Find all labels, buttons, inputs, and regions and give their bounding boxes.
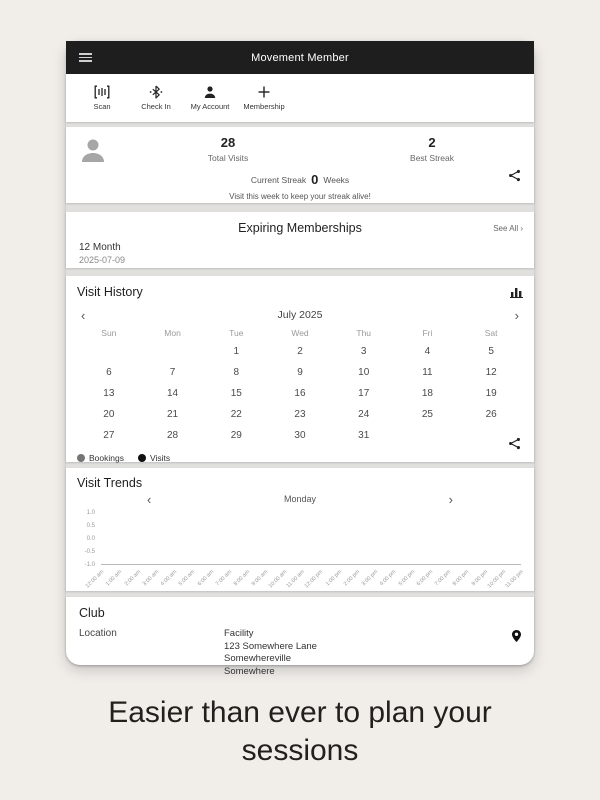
x-axis-tick-label: 1:00 pm: [324, 569, 343, 588]
avatar[interactable]: [78, 136, 108, 171]
check-in-label: Check In: [141, 102, 171, 111]
calendar-day[interactable]: 21: [167, 409, 179, 420]
club-card: [66, 597, 534, 677]
calendar-day[interactable]: 24: [358, 409, 370, 420]
streak-stats-card: [66, 127, 534, 203]
y-axis-tick-label: 0.5: [86, 523, 95, 529]
x-axis-tick-label: 10:00 pm: [486, 569, 507, 590]
calendar-day[interactable]: 6: [106, 367, 112, 378]
app-screenshot-frame: [66, 41, 534, 677]
calendar-day[interactable]: 16: [294, 388, 306, 399]
calendar-day[interactable]: 26: [485, 409, 497, 420]
visit-history-title: Visit History: [77, 285, 143, 299]
y-axis-tick-label: 1.0: [86, 510, 95, 516]
chart-x-axis: [84, 567, 526, 597]
qr-scan-icon: [94, 85, 110, 99]
current-streak-row: [66, 172, 534, 187]
x-axis-tick-label: 5:00 am: [178, 569, 197, 588]
visit-trends-title: Visit Trends: [77, 476, 143, 490]
x-axis-tick-label: 4:00 pm: [379, 569, 398, 588]
calendar-grid: [77, 325, 523, 446]
x-axis-tick-label: 12:00 am: [84, 569, 106, 590]
scan-label: Scan: [93, 102, 111, 111]
calendar-day[interactable]: 5: [488, 346, 494, 357]
address-line: Facility: [224, 628, 254, 639]
streak-message: Visit this week to keep your streak alive!: [229, 192, 371, 201]
my-account-label: My Account: [190, 102, 230, 111]
calendar-day[interactable]: 23: [294, 409, 306, 420]
calendar-day[interactable]: 28: [167, 430, 179, 441]
calendar-day[interactable]: 13: [103, 388, 115, 399]
x-axis-tick-label: 12:00 pm: [303, 569, 325, 590]
best-streak-stat: [330, 135, 534, 163]
best-streak-value: 2: [428, 135, 436, 150]
check-in-button[interactable]: [134, 85, 178, 111]
app-title: Movement Member: [251, 51, 349, 64]
marketing-caption: Easier than ever to plan your sessions: [108, 696, 492, 767]
stats-row: [126, 127, 534, 163]
location-address: [224, 628, 512, 678]
prev-month-icon[interactable]: ‹: [81, 307, 86, 323]
calendar-day[interactable]: 18: [421, 388, 433, 399]
x-axis-tick-label: 10:00 am: [267, 569, 288, 590]
calendar-day[interactable]: 29: [230, 430, 242, 441]
calendar-day[interactable]: 3: [360, 346, 367, 357]
bookings-label: Bookings: [89, 453, 124, 463]
calendar-day[interactable]: 19: [485, 388, 497, 399]
calendar-day[interactable]: 8: [233, 367, 240, 378]
calendar-day[interactable]: 11: [422, 367, 433, 378]
calendar-day[interactable]: 27: [103, 430, 115, 441]
bar-chart-icon[interactable]: [510, 285, 523, 303]
calendar-day[interactable]: 30: [294, 430, 306, 441]
prev-day-icon[interactable]: ‹: [147, 491, 152, 507]
calendar-day[interactable]: 15: [230, 388, 242, 399]
person-icon: [203, 85, 217, 99]
club-title: Club: [79, 606, 105, 620]
app-bar: [66, 41, 534, 74]
y-axis-tick-label: -1.0: [84, 562, 95, 568]
calendar-day[interactable]: 25: [421, 409, 433, 420]
membership-name[interactable]: 12 Month: [79, 242, 121, 253]
calendar-day[interactable]: 14: [167, 388, 179, 399]
calendar-day[interactable]: 17: [358, 388, 370, 399]
current-streak-unit: Weeks: [323, 174, 350, 185]
see-all-link[interactable]: See All ›: [493, 224, 523, 233]
x-axis-tick-label: 8:00 pm: [452, 569, 471, 588]
calendar-day-empty: [77, 341, 141, 362]
calendar-day-header: Thu: [356, 328, 372, 338]
x-axis-tick-label: 11:00 am: [285, 569, 307, 590]
x-axis-tick-label: 6:00 am: [196, 569, 215, 588]
x-axis-tick-label: 6:00 pm: [415, 569, 434, 588]
calendar-day-header: Tue: [229, 328, 244, 338]
x-axis-tick-label: 1:00 am: [105, 569, 124, 588]
x-axis-tick-label: 8:00 am: [233, 569, 252, 588]
calendar-day[interactable]: 22: [230, 409, 242, 420]
menu-icon[interactable]: [79, 53, 92, 62]
calendar-day[interactable]: 9: [297, 367, 303, 378]
visit-trends-card: [66, 468, 534, 591]
x-axis-tick-label: 7:00 am: [214, 569, 234, 588]
address-line: Somewhereville: [224, 653, 292, 664]
visit-trends-chart: [77, 509, 526, 597]
x-axis-tick-label: 9:00 pm: [470, 569, 489, 588]
calendar-day[interactable]: 20: [103, 409, 115, 420]
calendar-day-header: Sat: [484, 328, 498, 338]
calendar-day[interactable]: 12: [485, 367, 497, 378]
total-visits-stat: [126, 135, 330, 163]
membership-button[interactable]: [242, 85, 286, 111]
legend-bookings: [77, 453, 124, 463]
calendar-day[interactable]: 31: [358, 430, 370, 441]
total-visits-label: Total Visits: [207, 153, 249, 163]
membership-expiry-date: 2025-07-09: [79, 255, 126, 265]
calendar-day[interactable]: 7: [169, 367, 176, 378]
calendar-day-header: Mon: [164, 328, 181, 338]
x-axis-tick-label: 4:00 am: [159, 569, 179, 588]
x-axis-tick-label: 3:00 am: [141, 569, 161, 588]
calendar-day-header: Fri: [422, 328, 433, 338]
x-axis-tick-label: 7:00 pm: [433, 569, 453, 588]
address-line: 123 Somewhere Lane: [224, 640, 317, 652]
x-axis-tick-label: 2:00 pm: [342, 569, 361, 588]
chart-plot-area: [101, 513, 521, 565]
plus-icon: [257, 85, 271, 99]
visit-history-card: [66, 276, 534, 462]
trends-nav: [77, 491, 523, 507]
x-axis-tick-label: 3:00 pm: [360, 569, 380, 588]
x-axis-tick-label: 11:00 pm: [505, 569, 526, 590]
x-axis-tick-label: 5:00 pm: [397, 569, 416, 588]
y-axis-tick-label: 0.0: [86, 536, 95, 542]
quick-actions-toolbar: [66, 74, 534, 122]
my-account-button[interactable]: [188, 85, 232, 111]
share-icon[interactable]: [508, 437, 521, 455]
current-streak-value: 0: [311, 172, 319, 187]
calendar-nav: [77, 305, 523, 325]
expiring-title: Expiring Memberships: [238, 221, 362, 235]
total-visits-value: 28: [220, 135, 236, 150]
calendar-month-label: July 2025: [277, 309, 323, 321]
next-month-icon[interactable]: ›: [514, 307, 519, 323]
x-axis-tick-label: 2:00 am: [123, 569, 142, 588]
visits-label: Visits: [149, 453, 171, 463]
calendar-day-empty: [141, 341, 205, 362]
legend-visits: [138, 453, 170, 463]
calendar-day-empty: [396, 425, 460, 446]
visits-dot-icon: [138, 454, 146, 462]
current-streak-label: Current Streak: [250, 174, 307, 185]
trends-day-label: Monday: [283, 494, 317, 504]
calendar-legend: [77, 447, 523, 469]
best-streak-label: Best Streak: [410, 153, 454, 163]
calendar-day[interactable]: 1: [233, 346, 240, 357]
share-icon[interactable]: [508, 169, 521, 187]
location-pin-icon[interactable]: [512, 629, 521, 678]
calendar-day[interactable]: 4: [424, 346, 431, 357]
expiring-memberships-card: [66, 212, 534, 268]
calendar-day-header: Sun: [101, 328, 117, 338]
bluetooth-icon: [149, 85, 163, 99]
membership-label: Membership: [243, 102, 285, 111]
calendar-day[interactable]: 10: [358, 367, 370, 378]
bookings-dot-icon: [77, 454, 85, 462]
scan-button[interactable]: [80, 85, 124, 111]
calendar-day[interactable]: 2: [297, 346, 303, 357]
x-axis-tick-label: 9:00 am: [251, 569, 270, 588]
next-day-icon[interactable]: ›: [448, 491, 453, 507]
location-label: Location: [79, 628, 117, 639]
calendar-day-header: Wed: [291, 328, 309, 338]
y-axis-tick-label: -0.5: [84, 549, 95, 555]
address-line: Somewhere: [224, 665, 275, 677]
